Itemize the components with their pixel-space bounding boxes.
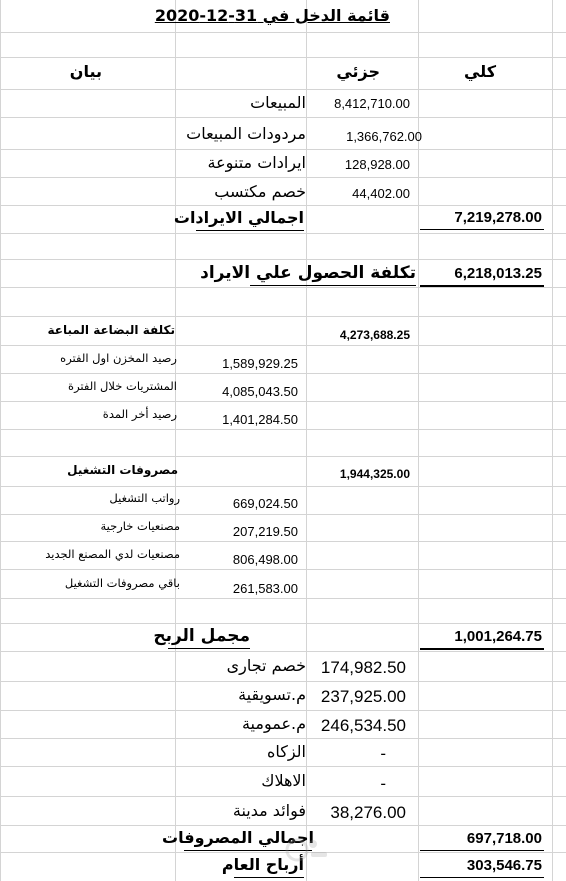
underline (234, 877, 304, 878)
grid-line (0, 287, 566, 288)
grid-line (0, 623, 566, 624)
grid-line (0, 0, 1, 881)
revenue-label: المبيعات (250, 93, 306, 112)
grid-line (0, 316, 566, 317)
expenses-total-label: اجمالي المصروفات (162, 828, 314, 847)
grid-line (0, 651, 566, 652)
expense-label: م.تسويقية (238, 685, 306, 704)
expense-value: 38,276.00 (330, 803, 406, 822)
grid-line (0, 541, 566, 542)
net-profit-label: أرباح العام (221, 855, 304, 874)
grid-line (0, 569, 566, 570)
expense-value: - (380, 774, 386, 793)
operating-item-value: 207,219.50 (232, 524, 298, 539)
revenue-value: 128,928.00 (344, 157, 410, 172)
grid-line (0, 57, 566, 58)
cogs-item-value: 1,401,284.50 (222, 412, 298, 427)
cogs-item-label: رصيد أخر المدة (102, 407, 177, 421)
expense-value: 174,982.50 (320, 658, 406, 677)
grid-line (0, 177, 566, 178)
grid-line (0, 259, 566, 260)
operating-label: مصروفات التشغيل (67, 463, 178, 477)
underline (420, 229, 544, 230)
revenue-label: ايرادات متنوعة (207, 153, 306, 172)
revenue-value: 8,412,710.00 (334, 96, 410, 111)
underline (420, 850, 544, 851)
page-title: قائمة الدخل في 31-12-2020 (154, 6, 390, 25)
cogs-item-value: 1,589,929.25 (222, 356, 298, 371)
grid-line (552, 0, 553, 881)
operating-value: 1,944,325.00 (339, 467, 410, 481)
revenue-total-value: 7,219,278.00 (454, 209, 542, 226)
header-partial: جزئي (336, 62, 380, 81)
expense-value: 246,534.50 (320, 716, 406, 735)
cost-label: تكلفة الحصول علي الايراد (200, 263, 416, 283)
cogs-label: تكلفة البضاعة المباعة (47, 323, 175, 337)
underline (250, 285, 416, 286)
grid-line (0, 766, 566, 767)
operating-item-label: باقي مصروفات التشغيل (64, 576, 180, 590)
grid-line (0, 598, 566, 599)
grid-line (0, 345, 566, 346)
underline (196, 230, 304, 231)
header-description: بيان (69, 62, 102, 81)
net-profit-value: 303,546.75 (466, 857, 542, 874)
cogs-item-label: المشتريات خلال الفترة (68, 379, 177, 393)
grid-line (0, 514, 566, 515)
expenses-total-value: 697,718.00 (466, 830, 542, 847)
expense-value: 237,925.00 (320, 687, 406, 706)
expense-label: م.عمومية (241, 714, 306, 733)
operating-item-label: مصنعيات خارجية (100, 519, 180, 533)
gross-profit-value: 1,001,264.75 (454, 628, 542, 645)
grid-line (0, 681, 566, 682)
cogs-item-label: رصيد المخزن اول الفتره (60, 351, 177, 365)
grid-line (0, 710, 566, 711)
underline (168, 648, 250, 649)
expense-value: - (380, 744, 386, 763)
grid-line (0, 32, 566, 33)
grid-line (0, 796, 566, 797)
grid-line (0, 738, 566, 739)
operating-item-label: رواتب التشغيل (109, 491, 180, 505)
revenue-value: 1,366,762.00 (346, 129, 422, 144)
grid-line (0, 89, 566, 90)
grid-line (0, 401, 566, 402)
cost-value: 6,218,013.25 (454, 265, 542, 282)
underline (420, 877, 544, 878)
gross-profit-label: مجمل الربح (153, 626, 250, 646)
cogs-item-value: 4,085,043.50 (222, 384, 298, 399)
grid-line (0, 486, 566, 487)
grid-line (0, 825, 566, 826)
underline (420, 285, 544, 287)
header-total: كلي (463, 62, 496, 81)
operating-item-value: 669,024.50 (232, 496, 298, 511)
revenue-total-label: اجمالي الايرادات (173, 208, 304, 227)
grid-line (0, 149, 566, 150)
operating-item-value: 806,498.00 (232, 552, 298, 567)
expense-label: فوائد مدينة (232, 801, 306, 820)
expense-label: خصم تجارى (226, 656, 306, 675)
grid-line (0, 233, 566, 234)
grid-line (0, 373, 566, 374)
operating-item-label: مصنعيات لدي المصنع الجديد (45, 547, 180, 561)
expense-label: الزكاه (266, 742, 306, 761)
underline (420, 648, 544, 650)
operating-item-value: 261,583.00 (232, 581, 298, 596)
grid-line (0, 456, 566, 457)
grid-line (0, 205, 566, 206)
expense-label: الاهلاك (261, 771, 306, 790)
grid-line (0, 429, 566, 430)
cogs-value: 4,273,688.25 (339, 328, 410, 342)
revenue-label: مردودات المبيعات (186, 124, 306, 143)
grid-line (0, 117, 566, 118)
watermark-logo-icon (283, 830, 331, 870)
revenue-value: 44,402.00 (352, 186, 410, 201)
revenue-label: خصم مكتسب (214, 182, 306, 201)
